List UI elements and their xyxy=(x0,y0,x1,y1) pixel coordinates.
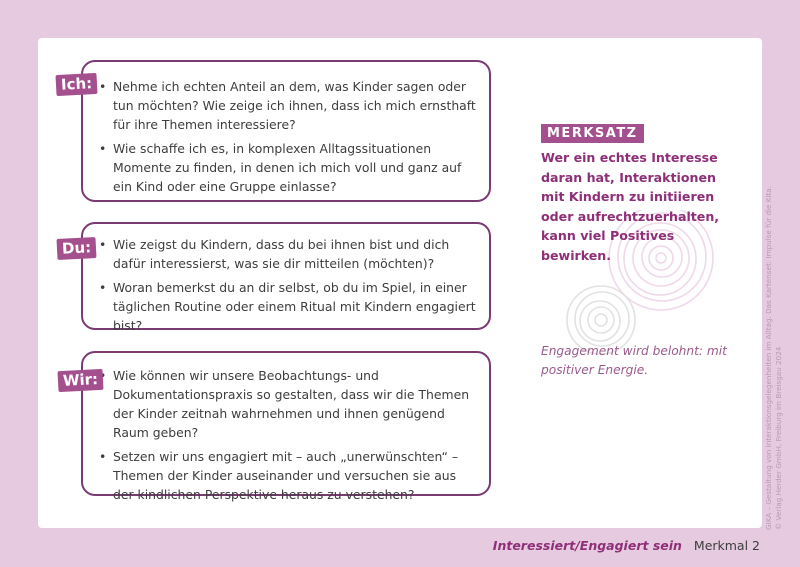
side-credit-line-1: GIKA – Gestaltung von Interaktionsgelegenheiten im Alltag. Das Kartenset: Impulse für die Kita. xyxy=(764,186,773,530)
wir-item-1: • Wie können wir unsere Beobachtungs- und Dokumentationspraxis so gestalten, dass wir die Themen der Kinder zeitnah wahrnehmen und ihnen genügend Raum geben? xyxy=(99,366,479,442)
du-item-2: • Woran bemerkst du an dir selbst, ob du im Spiel, in einer täglichen Routine oder einem Ritual mit Kindern engagiert bist? xyxy=(99,278,479,335)
ich-list xyxy=(99,77,479,196)
side-credit-line-2: © Verlag Herder GmbH, Freiburg im Breisgau 2024 xyxy=(774,346,783,530)
merksatz-heading: MERKSATZ xyxy=(541,124,644,143)
merksatz-text: Wer ein echtes Interesse daran hat, Interaktionen mit Kindern zu initiieren oder aufrechtzuerhalten, kann viel Positives bewirken. xyxy=(541,150,720,263)
wir-tag: Wir: xyxy=(57,369,103,392)
du-tag: Du: xyxy=(56,237,96,260)
footer-merkmal: Merkmal 2 xyxy=(693,538,760,553)
side-credit xyxy=(764,50,784,530)
wir-list xyxy=(99,366,479,504)
footer-title: Interessiert/Engagiert sein xyxy=(492,538,682,553)
du-list xyxy=(99,235,479,335)
ich-item-2: • Wie schaffe ich es, in komplexen Alltagssituationen Momente zu finden, in denen ich mich voll und ganz auf ein Kind oder eine Gruppe einlasse? xyxy=(99,139,479,196)
ich-tag: Ich: xyxy=(55,73,97,96)
engagement-note: Engagement wird belohnt: mit positiver Energie. xyxy=(541,344,727,377)
ich-box xyxy=(81,60,491,202)
du-box xyxy=(81,222,491,333)
footer xyxy=(493,538,760,553)
ich-item-1: • Nehme ich echten Anteil an dem, was Kinder sagen oder tun möchten? Wie zeige ich ihnen, dass ich mich ernsthaft für ihre Themen interessiere? xyxy=(99,77,479,134)
wir-box xyxy=(81,351,491,502)
du-item-1: • Wie zeigst du Kindern, dass du bei ihnen bist und dich dafür interessierst, was sie dir mitteilen (möchten)? xyxy=(99,235,479,273)
wir-item-2: • Setzen wir uns engagiert mit – auch „unerwünschten“ – Themen der Kinder auseinander und versuchen sie aus der kindlichen Perspektive heraus zu verstehen? xyxy=(99,447,479,504)
